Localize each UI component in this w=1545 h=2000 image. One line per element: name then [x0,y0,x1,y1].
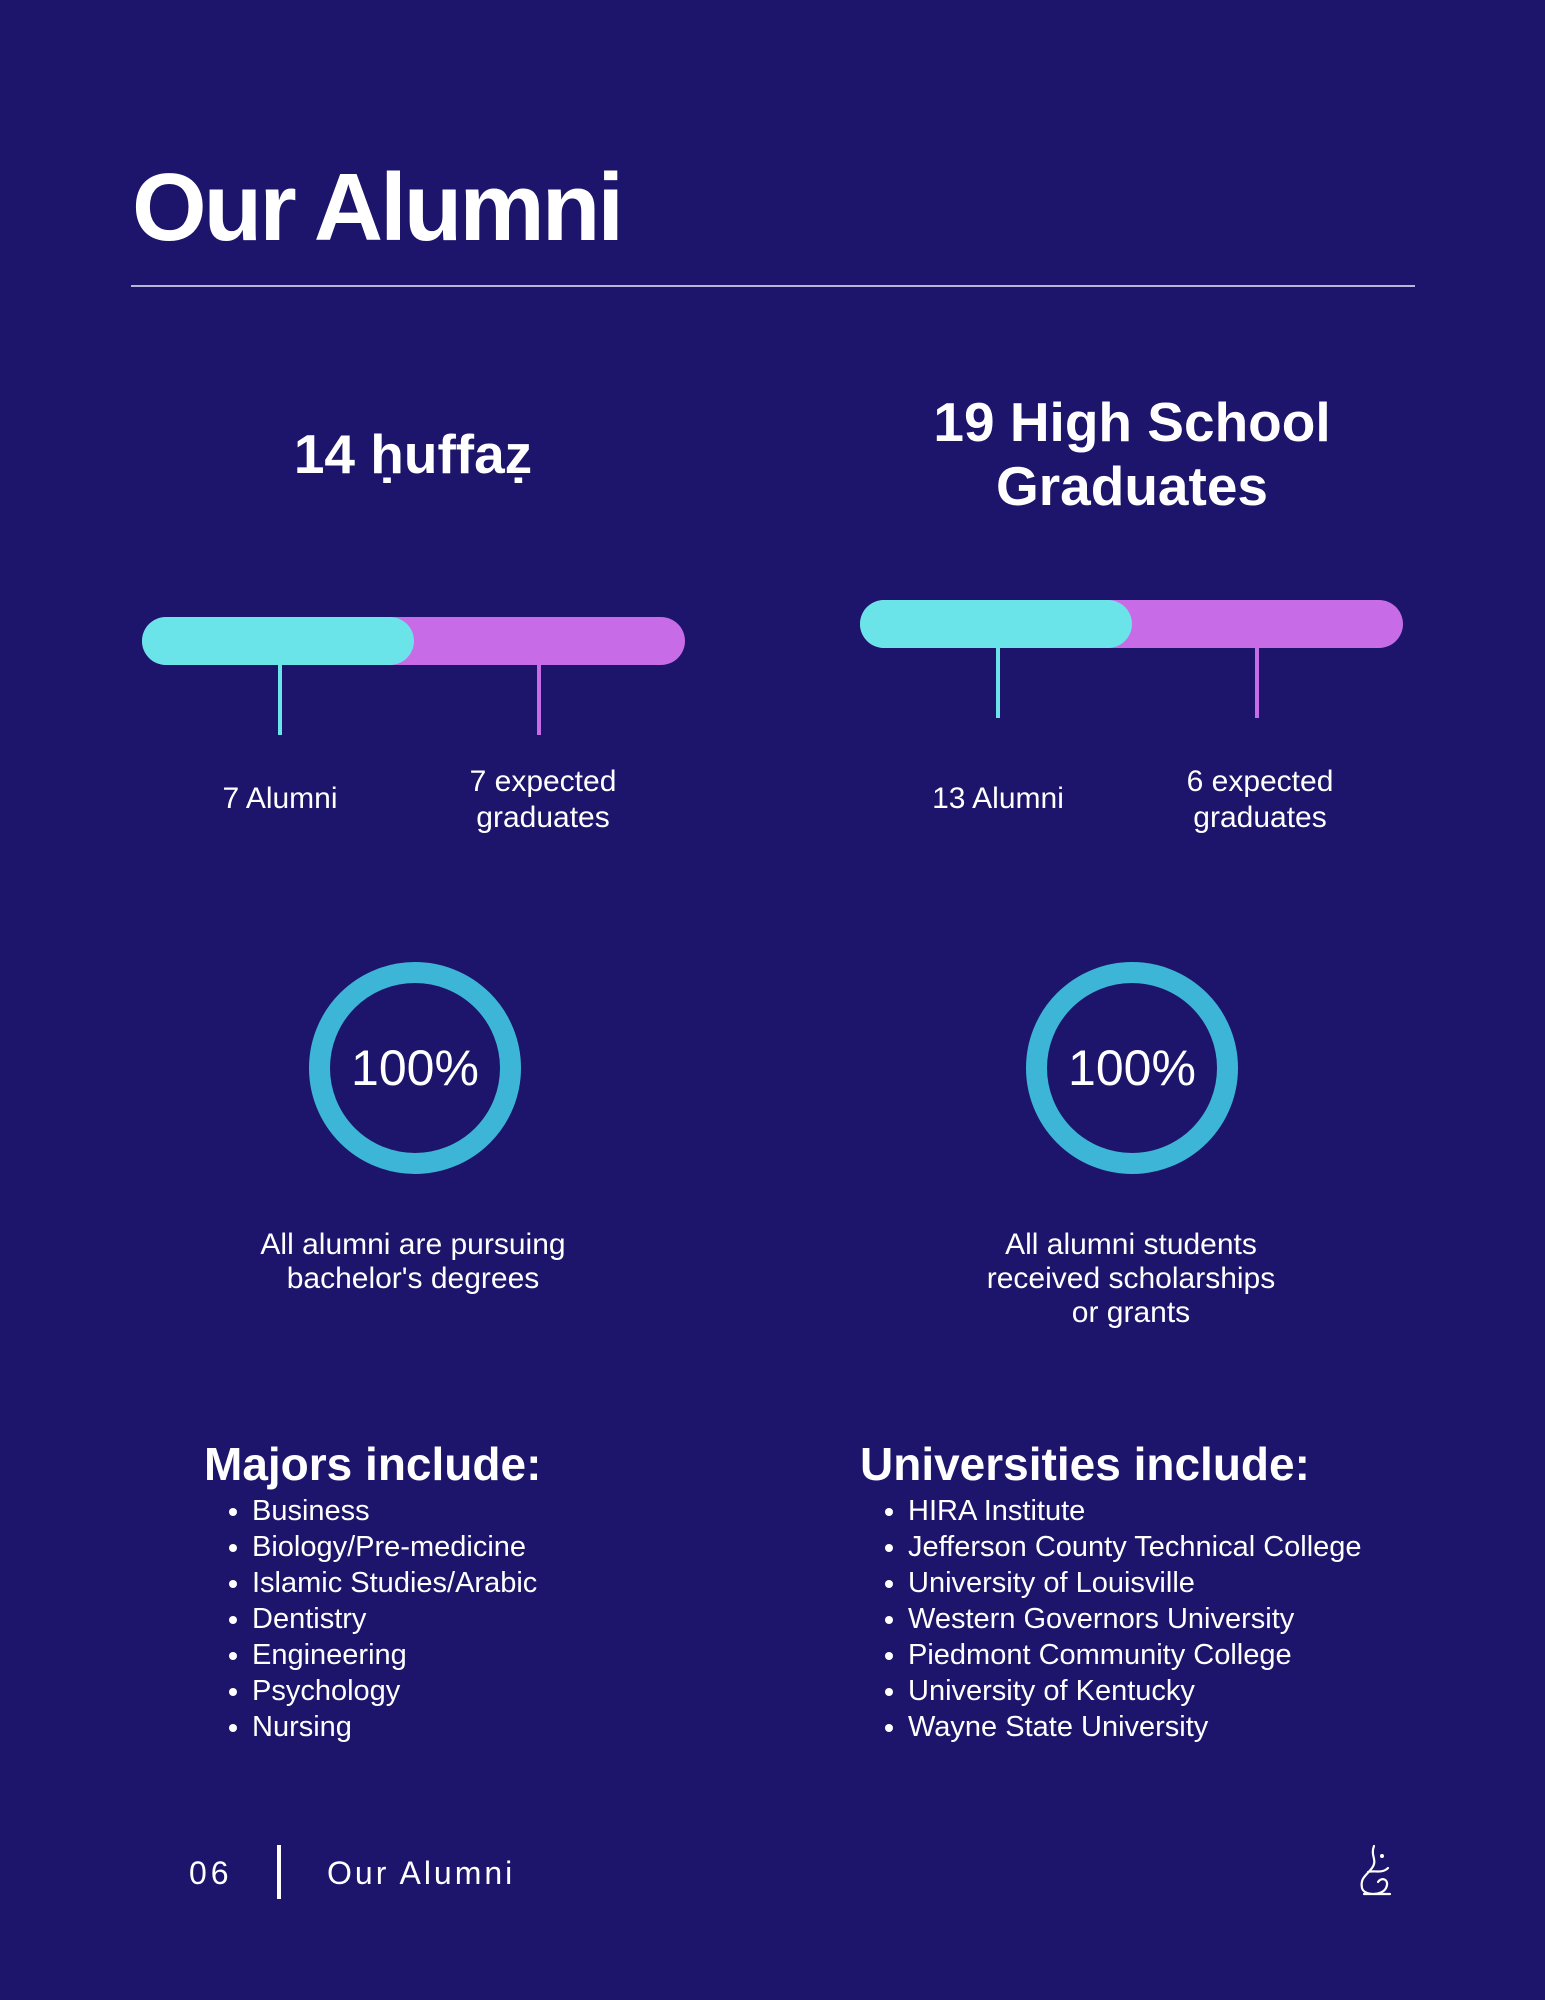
highschool-title-line2: Graduates [995,455,1269,517]
highschool-title [872,390,1392,518]
majors-list [204,1493,537,1745]
huffaz-alumni-label: 7 Alumni [222,782,338,815]
highschool-alumni-fill [860,600,1132,648]
list-item: • University of Louisville [908,1565,1362,1601]
highschool-percent: 100% [1068,1040,1196,1096]
list-item: • Western Governors University [908,1601,1362,1637]
title-divider [131,285,1415,287]
list-item: • Nursing [252,1709,537,1745]
huffaz-expected-label [423,764,663,836]
list-item: • HIRA Institute [908,1493,1362,1529]
huffaz-expected-line1: 7 expected [469,765,617,798]
huffaz-description [173,1228,653,1296]
footer-divider [277,1845,281,1899]
highschool-alumni-tick [996,648,1000,718]
huffaz-desc-line1: All alumni are pursuing [260,1228,566,1261]
page-number: 06 [189,1855,233,1891]
highschool-progress-bar [860,600,1403,648]
list-item: • Piedmont Community College [908,1637,1362,1673]
highschool-desc-line3: or grants [1071,1296,1191,1329]
huffaz-expected-tick [537,665,541,735]
list-item: • Engineering [252,1637,537,1673]
huffaz-expected-line2: graduates [476,801,610,834]
highschool-expected-label [1140,764,1380,836]
list-item: • University of Kentucky [908,1673,1362,1709]
highschool-desc-line2: received scholarships [986,1262,1276,1295]
list-item: • Jefferson County Technical College [908,1529,1362,1565]
highschool-percent-ring [1026,962,1238,1174]
list-item: • Business [252,1493,537,1529]
list-item: • Dentistry [252,1601,537,1637]
huffaz-progress-bar [142,617,685,665]
highschool-expected-tick [1255,648,1259,718]
huffaz-title: 14 ḥuffaẓ [293,423,533,485]
calligraphy-logo-icon [1352,1842,1396,1900]
list-item: • Islamic Studies/Arabic [252,1565,537,1601]
universities-list [860,1493,1362,1745]
footer-section-title: Our Alumni [327,1855,516,1891]
universities-title: Universities include: [860,1438,1310,1490]
majors-title: Majors include: [204,1438,542,1490]
highschool-title-line1: 19 High School [933,391,1331,453]
highschool-alumni-label: 13 Alumni [932,782,1064,815]
highschool-expected-line1: 6 expected [1186,765,1334,798]
huffaz-percent-ring [309,962,521,1174]
highschool-expected-line2: graduates [1193,801,1327,834]
list-item: • Psychology [252,1673,537,1709]
page-title: Our Alumni [132,154,622,261]
huffaz-alumni-tick [278,665,282,735]
highschool-desc-line1: All alumni students [1005,1228,1257,1261]
huffaz-percent: 100% [351,1040,479,1096]
highschool-description [891,1228,1371,1330]
huffaz-desc-line2: bachelor's degrees [286,1262,540,1295]
list-item: • Wayne State University [908,1709,1362,1745]
huffaz-alumni-fill [142,617,414,665]
list-item: • Biology/Pre-medicine [252,1529,537,1565]
